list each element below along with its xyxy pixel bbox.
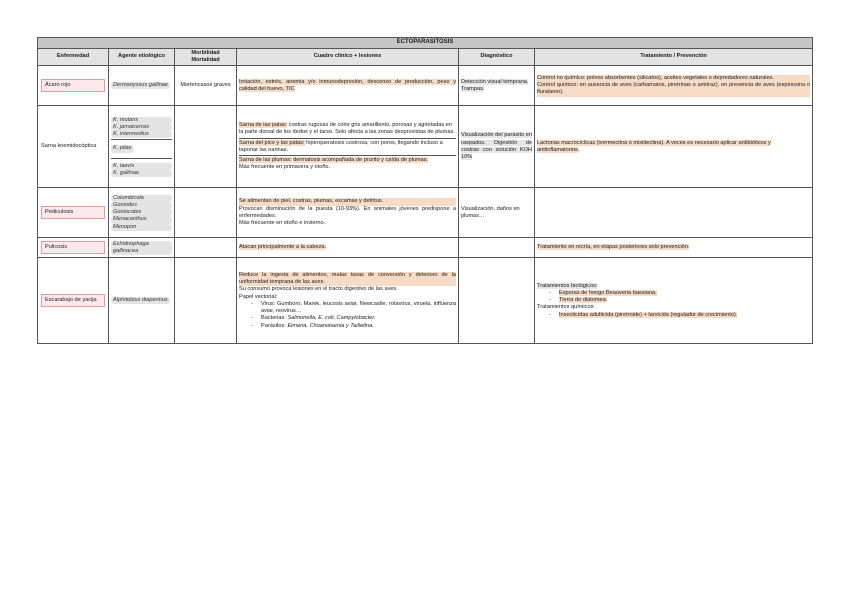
diagnosis-sarna: Visualización del parásito en raspados. Digestión de costras con solución KOH 10% <box>461 132 532 161</box>
treatment-bio-list <box>537 290 810 305</box>
table-row-pediculosis <box>38 188 813 238</box>
disease-pulicosis: Pulicosis <box>41 241 105 254</box>
clinical-pulicosis: Atacan principalmente a la cabeza. <box>239 244 327 251</box>
treatment-bio-1: Esporas de hongo Beauveria bassiana. <box>559 289 657 296</box>
agent-goniodes: Goniodes <box>111 202 172 209</box>
table-row-pulicosis <box>38 238 813 258</box>
clinical-sarna-pico: Sarna del pico y las patas: hiperqueratosis costrosa, con poros, llegando incluso a taponar las narinas. <box>239 140 456 157</box>
agent-alphitobius: Alphitobius diaperinus <box>113 297 168 304</box>
disease-sarna: Sarna knemidocóptica <box>38 106 109 188</box>
treatment-acaro-chemical: Control químico: en ausencia de aves (carbamatos, piretrinas o amitraz), en presencia de aves (espinosina o fluralaner). <box>537 82 811 96</box>
header-morbidity: Morbilidad Mortalidad <box>175 48 237 66</box>
treatment-chem-1: Insecticidas adulticida (piretroide) + larvicida (regulador de crecimiento). <box>559 311 738 318</box>
clinical-escarabajo-3: Papel vectorial: <box>239 293 278 300</box>
vector-virus: - Virus: Gumboro, Marek, leucosis aviar, Newcastle, rotavirus, viruela, influenza aviar, reovirus… <box>261 301 456 316</box>
treatment-bio-title: Tratamientos biológicos: <box>537 282 598 289</box>
agent-menopon: Menopon <box>111 224 172 231</box>
clinical-escarabajo-1: Reduce la ingesta de alimentos, malas tasas de conversión y deterioro de la uniformidad temprana de las aves. <box>239 271 456 286</box>
header-clinical: Cuadro clínico + lesiones <box>237 48 459 66</box>
clinical-pediculosis-3: Más frecuente en otoño e invierno. <box>239 220 326 227</box>
clinical-acaro: Irritación, estrés, anemia y/o inmunodepresión, descenso de producción, peso y calidad del huevo, TIC <box>239 78 456 92</box>
disease-escarabajo: Escarabajo de yacija <box>41 294 105 307</box>
vector-parasites: - Parásitos: Eimeria, Choanotaenia y Tailietina. <box>261 323 456 330</box>
agent-group-2 <box>111 140 172 158</box>
agent-dermanyssus: Dermanyssus gallinae <box>113 82 169 89</box>
clinical-pediculosis-2: Provocan disminución de la puesta (10-93%). En animales jóvenes predispone a enfermedades. <box>239 205 456 219</box>
agent-k-laevis: K. laevis <box>111 163 172 170</box>
agent-k-intermedius: K. intermedius <box>111 131 172 138</box>
agent-goniocotes: Goniocotes <box>111 209 172 216</box>
header-diagnosis: Diagnóstico <box>459 48 535 66</box>
treatment-acaro-non-chemical: Control no químico: polvos absorbentes (silicatos), aceites vegetales o depredadores naturales. <box>537 75 810 82</box>
diagnosis-acaro: Detección visual temprana. Trampas. <box>461 78 529 92</box>
agent-columbicola: Columbicola <box>111 195 172 202</box>
treatment-chem-list <box>537 312 810 319</box>
ectoparasitosis-table <box>37 37 813 344</box>
clinical-escarabajo-2: Su consumo provoca lesiones en el tracto digestivo de las aves. <box>239 286 398 293</box>
agent-k-pilae: K. pilae <box>113 145 132 152</box>
clinical-sarna-plumas: Sarna de las plumas: dermatosis acompañada de prurito y caída de plumas. <box>239 157 429 164</box>
agent-echidnophaga: Echidnophaga gallinacea <box>111 241 172 256</box>
table-row-acaro-rojo <box>38 66 813 106</box>
treatment-bio-2: Tierra de diatomea. <box>559 297 608 304</box>
clinical-sarna-patas: Sarna de las patas: costras rugosas de color gris amarillento, porosas y agrietadas en la parte dorsal de los dedos y el tarso. Solo afecta a las zonas desprovistas de plumas. <box>239 122 456 139</box>
agent-k-mutans: K. mutans <box>111 117 172 124</box>
disease-acaro-rojo: Ácaro rojo <box>41 79 105 92</box>
table-row-escarabajo <box>38 258 813 344</box>
vector-list <box>239 301 456 330</box>
agent-menacanthus: Menacanthus <box>111 216 172 223</box>
morbidity-acaro: Mortencasos graves <box>175 66 237 106</box>
agent-group-1 <box>111 116 172 141</box>
disease-pediculosis: Pediculosis <box>41 206 105 219</box>
agent-group-3 <box>111 159 172 179</box>
agent-k-gallinae: K. gallinae <box>111 170 172 177</box>
header-disease: Enfermedad <box>38 48 109 66</box>
diagnosis-pediculosis: Visualización, daños en plumas… <box>459 188 535 238</box>
header-agent: Agente etiológico <box>109 48 175 66</box>
treatment-sarna: Lactonas macrocíclicas (ivermectina o mixidectina). A veces es necesario aplicar antibióticos y antiinflamatorios. <box>537 139 771 153</box>
treatment-pulicosis: Tratamiento en recría, en etapas posteriores solo prevención. <box>537 244 690 251</box>
table-row-sarna <box>38 106 813 188</box>
table-title: ECTOPARASITOSIS <box>38 38 813 49</box>
header-treatment: Tratamiento / Prevención <box>535 48 813 66</box>
vector-bacteria: - Bacterias: Salmonella, E. coli, Campylobacter. <box>261 315 456 322</box>
agent-k-jamaicensis: K. jamaicensis <box>111 124 172 131</box>
clinical-sarna-season: Más frecuente en primavera y otoño. <box>239 164 331 171</box>
treatment-chem-title: Tratamientos químicos: <box>537 304 595 311</box>
clinical-pediculosis-1: Se alimentan de piel, costras, plumas, escamas y detritus. <box>239 198 456 205</box>
